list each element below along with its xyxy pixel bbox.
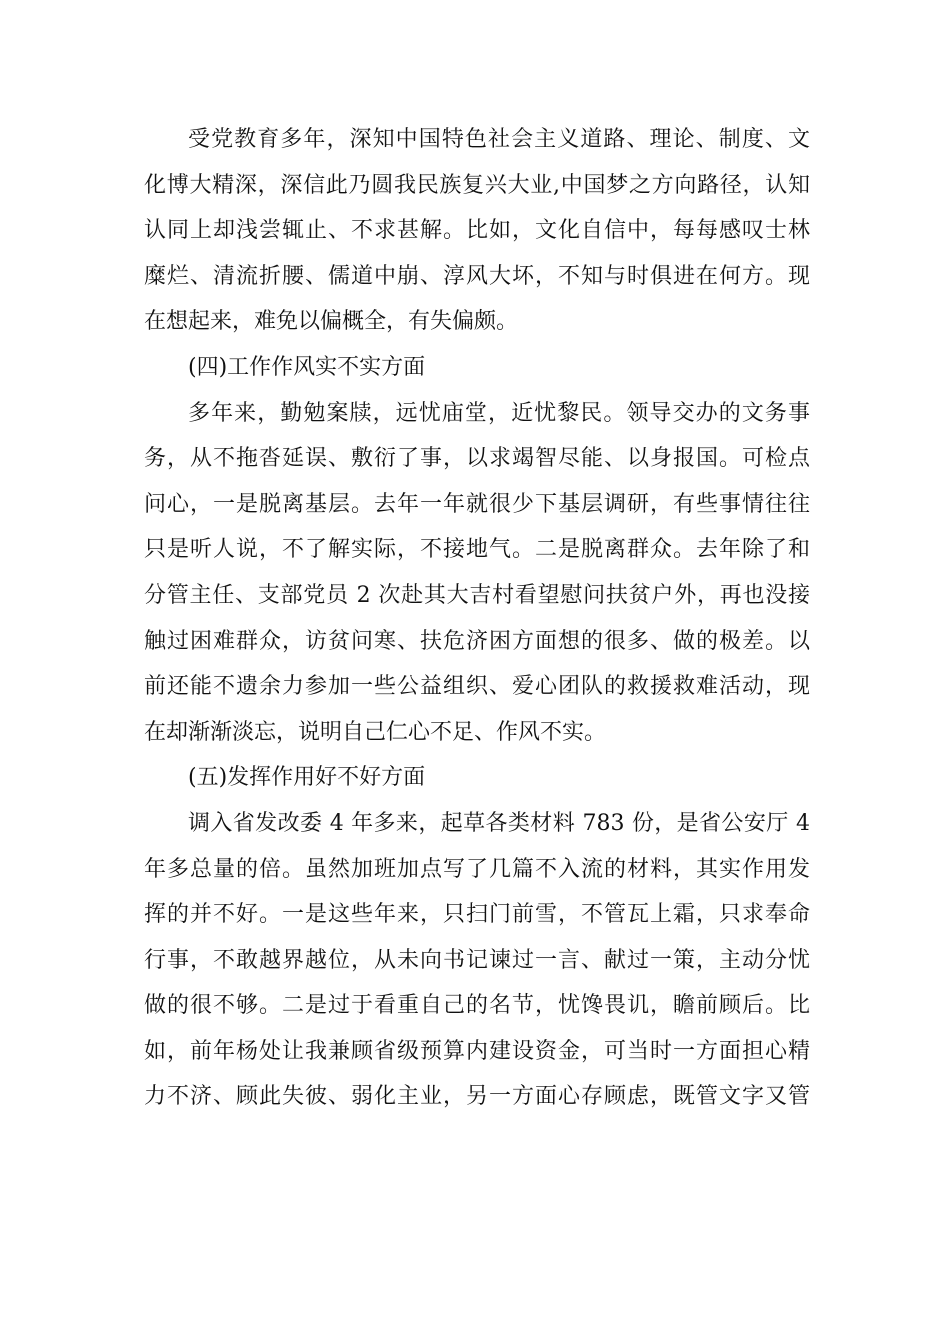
text-line: 在想起来，难免以偏概全，有失偏颇。 — [144, 309, 519, 335]
body-paragraph — [144, 391, 810, 756]
text-line: 分管主任、支部党员 2 次赴其大吉村看望慰问扶贫户外，再也没接 — [144, 582, 810, 608]
text-line: (四)工作作风实不实方面 — [188, 354, 426, 380]
text-line: 问心，一是脱离基层。去年一年就很少下基层调研，有些事情往往 — [144, 491, 810, 517]
text-line: 前还能不遗余力参加一些公益组织、爱心团队的救援救难活动，现 — [144, 674, 810, 700]
text-line: 多年来，勤勉案牍，远忧庙堂，近忧黎民。领导交办的文务事 — [188, 400, 810, 426]
text-line: 在却渐渐淡忘，说明自己仁心不足、作风不实。 — [144, 719, 607, 745]
text-line: 只是听人说，不了解实际，不接地气。二是脱离群众。去年除了和 — [144, 537, 810, 563]
text-line: 受党教育多年，深知中国特色社会主义道路、理论、制度、文 — [188, 127, 810, 152]
text-line: (五)发挥作用好不好方面 — [188, 765, 426, 791]
body-paragraph — [144, 117, 810, 345]
section-heading — [144, 755, 810, 801]
section-heading — [144, 345, 810, 391]
text-line: 挥的并不好。一是这些年来，只扫门前雪，不管瓦上霜，只求奉命 — [144, 902, 810, 928]
text-line: 调入省发改委 4 年多来，起草各类材料 783 份，是省公安厅 4 — [188, 810, 810, 836]
text-line: 化博大精深，深信此乃圆我民族复兴大业,中国梦之方向路径，认知 — [144, 172, 810, 198]
text-line: 如，前年杨处让我兼顾省级预算内建设资金，可当时一方面担心精 — [144, 1038, 810, 1064]
text-line: 认同上却浅尝辄止、不求甚解。比如，文化自信中，每每感叹士林 — [144, 218, 810, 244]
text-line: 做的很不够。二是过于看重自己的名节，忧馋畏讥，瞻前顾后。比 — [144, 993, 810, 1019]
text-line: 触过困难群众，访贫问寒、扶危济困方面想的很多、做的极差。以 — [144, 628, 810, 654]
text-line: 年多总量的倍。虽然加班加点写了几篇不入流的材料，其实作用发 — [144, 856, 810, 882]
text-line: 务，从不拖沓延误、敷衍了事，以求竭智尽能、以身报国。可检点 — [144, 446, 810, 472]
body-paragraph — [144, 801, 810, 1120]
text-line: 力不济、顾此失彼、弱化主业，另一方面心存顾虑，既管文字又管 — [144, 1084, 810, 1110]
text-line: 行事，不敢越界越位，从未向书记谏过一言、献过一策，主动分忧 — [144, 947, 810, 973]
document-body — [144, 117, 810, 1120]
text-line: 糜烂、清流折腰、儒道中崩、淳风大坏，不知与时俱进在何方。现 — [144, 263, 810, 289]
